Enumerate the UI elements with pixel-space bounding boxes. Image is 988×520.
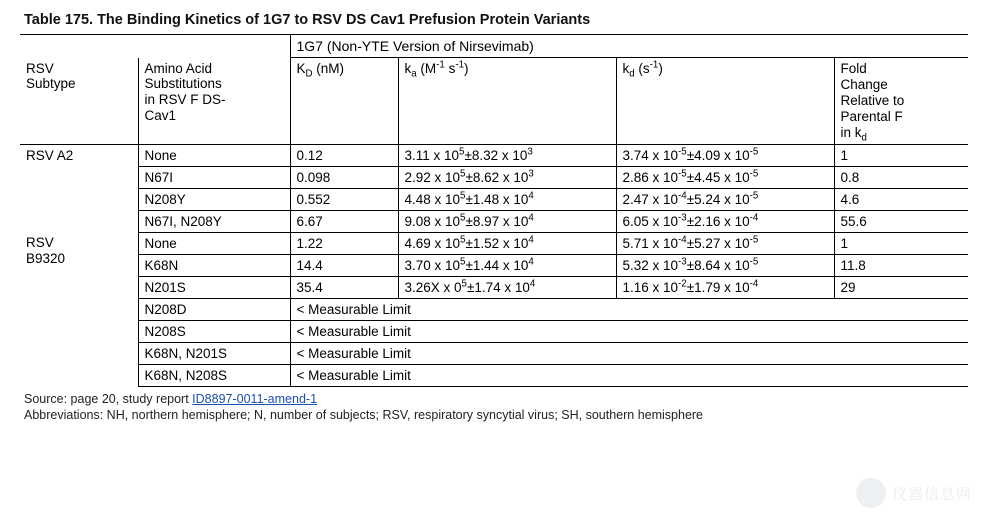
- ka-exp: 5: [460, 168, 466, 180]
- ka-err-exp: 4: [528, 256, 534, 268]
- table-row: [20, 254, 968, 276]
- ka-err-base: ±1.74 x 10: [466, 279, 530, 295]
- cell-substitution: K68N, N201S: [138, 342, 290, 364]
- cell-fold-change: 1: [834, 144, 968, 166]
- col-header-substitutions-label: Amino Acid Substitutions in RSV F DS- Cav1: [144, 60, 226, 124]
- col-header-kd-nm-label: $K_D$ (nM): [296, 61, 345, 80]
- cell-fold-change: 11.8: [834, 254, 968, 276]
- kd-exp: -3: [678, 212, 687, 224]
- ka-base: 9.08 x 10: [404, 213, 461, 229]
- kd-exp: -2: [678, 278, 687, 290]
- cell-substitution: N67I: [138, 166, 290, 188]
- kd-exp: -5: [678, 146, 687, 158]
- kd-err-exp: -5: [749, 234, 759, 246]
- cell-kd: [616, 276, 834, 298]
- ka-err-base: ±1.52 x 10: [465, 235, 529, 251]
- ka-err-base: ±8.32 x 10: [464, 147, 528, 163]
- kd-err-exp: -5: [749, 168, 759, 180]
- col-header-kd-nm: [290, 58, 398, 145]
- cell-substitution: None: [138, 144, 290, 166]
- ka-base: 2.92 x 10: [404, 169, 461, 185]
- kd-exp: -3: [678, 256, 687, 268]
- ka-err-base: ±8.62 x 10: [465, 169, 529, 185]
- watermark-logo-icon: [856, 478, 886, 508]
- kd-err-base: ±8.64 x 10: [686, 257, 750, 273]
- cell-fold-change: 0.8: [834, 166, 968, 188]
- cell-kd: [616, 144, 834, 166]
- ka-err-exp: 3: [528, 168, 534, 180]
- kd-base: 5.71 x 10: [622, 235, 679, 251]
- table-body: [20, 144, 968, 386]
- col-header-fold-change-label: Fold Change Relative to Parental F in $k_d$: [840, 61, 905, 144]
- kd-base: 5.32 x 10: [622, 257, 679, 273]
- ka-exp: 5: [460, 190, 466, 202]
- group-header-1g7: 1G7 (Non-YTE Version of Nirsevimab): [290, 35, 968, 58]
- ka-err-exp: 4: [528, 212, 534, 224]
- cell-kd: [616, 254, 834, 276]
- table-header-row: [20, 58, 968, 145]
- cell-substitution: None: [138, 232, 290, 254]
- ka-base: 3.26X x 0: [404, 279, 462, 295]
- ka-err-base: ±1.48 x 10: [465, 191, 529, 207]
- kd-base: 6.05 x 10: [622, 213, 679, 229]
- kd-base: 3.74 x 10: [622, 147, 679, 163]
- ka-err-exp: 4: [529, 278, 536, 290]
- table-row: [20, 364, 968, 386]
- cell-ka: [398, 254, 616, 276]
- col-header-kd-label: $k_d$ $(s^{-1})$: [622, 59, 663, 80]
- kd-err-base: ±1.79 x 10: [686, 279, 750, 295]
- cell-ka: [398, 276, 616, 298]
- table-row: [20, 342, 968, 364]
- ka-exp: 5: [460, 234, 466, 246]
- cell-kd: [616, 210, 834, 232]
- table-row: [20, 298, 968, 320]
- ka-err-base: ±1.44 x 10: [465, 257, 529, 273]
- kd-base: 2.86 x 10: [622, 169, 679, 185]
- cell-kd-nm: 0.12: [290, 144, 398, 166]
- cell-substitution: N208Y: [138, 188, 290, 210]
- kd-err-base: ±5.27 x 10: [686, 235, 750, 251]
- kd-err-exp: -5: [749, 256, 759, 268]
- cell-ka: [398, 166, 616, 188]
- cell-fold-change: 55.6: [834, 210, 968, 232]
- table-row: [20, 232, 968, 254]
- cell-merged-note: < Measurable Limit: [290, 342, 968, 364]
- ka-err-exp: 4: [528, 190, 534, 202]
- cell-kd-nm: 1.22: [290, 232, 398, 254]
- kd-err-base: ±5.24 x 10: [686, 191, 750, 207]
- ka-base: 3.11 x 10: [404, 147, 460, 163]
- kd-exp: -4: [678, 190, 687, 202]
- col-header-subtype-label: RSV Subtype: [26, 60, 76, 92]
- cell-ka: [398, 210, 616, 232]
- kd-exp: -4: [678, 234, 687, 246]
- cell-substitution: N208S: [138, 320, 290, 342]
- watermark: [856, 478, 972, 508]
- kd-base: 2.47 x 10: [622, 191, 679, 207]
- cell-substitution: K68N: [138, 254, 290, 276]
- ka-base: 3.70 x 10: [404, 257, 461, 273]
- ka-err-exp: 4: [528, 234, 534, 246]
- ka-exp: 5: [460, 256, 466, 268]
- table-row: [20, 210, 968, 232]
- kd-err-exp: -5: [749, 190, 759, 202]
- cell-fold-change: 29: [834, 276, 968, 298]
- page-title: Table 175. The Binding Kinetics of 1G7 to RSV DS Cav1 Prefusion Protein Variants: [24, 12, 591, 28]
- table-group-header-row: [20, 35, 968, 58]
- cell-subtype-label: RSV B9320: [26, 235, 66, 267]
- ka-base: 4.48 x 10: [404, 191, 461, 207]
- col-header-fold-change: [834, 58, 968, 145]
- col-header-ka: [398, 58, 616, 145]
- cell-substitution: N201S: [138, 276, 290, 298]
- source-line: [24, 391, 968, 408]
- table-row: [20, 188, 968, 210]
- cell-substitution: N67I, N208Y: [138, 210, 290, 232]
- table-row: [20, 166, 968, 188]
- cell-substitution: K68N, N208S: [138, 364, 290, 386]
- watermark-text: 仪器信息网: [891, 485, 972, 503]
- ka-exp: 5: [459, 146, 465, 158]
- spacer-cell-subtype: [20, 35, 138, 58]
- kd-err-exp: -5: [749, 146, 759, 158]
- col-header-ka-label: $k_a$ ($M^{-1}$ $s^{-1}$): [404, 59, 469, 80]
- cell-subtype: RSV A2: [26, 147, 74, 163]
- abbreviations-line: Abbreviations: NH, northern hemisphere; N, number of subjects; RSV, respiratory syncytial virus; SH, southern hemisphere: [24, 408, 704, 423]
- source-prefix: Source: page 20, study report: [24, 391, 193, 406]
- spacer-cell-substitutions: [138, 35, 290, 58]
- cell-fold-change: 4.6: [834, 188, 968, 210]
- col-header-substitutions: [138, 58, 290, 145]
- cell-kd: [616, 232, 834, 254]
- kd-base: 1.16 x 10: [622, 279, 679, 295]
- cell-kd-nm: 6.67: [290, 210, 398, 232]
- col-header-kd: [616, 58, 834, 145]
- cell-fold-change: 1: [834, 232, 968, 254]
- table-row: [20, 276, 968, 298]
- kd-err-base: ±4.09 x 10: [686, 147, 750, 163]
- cell-merged-note: < Measurable Limit: [290, 320, 968, 342]
- ka-exp: 5: [460, 212, 466, 224]
- kd-err-exp: -4: [749, 212, 759, 224]
- cell-merged-note: < Measurable Limit: [290, 364, 968, 386]
- cell-kd-nm: 35.4: [290, 276, 398, 298]
- kd-err-base: ±4.45 x 10: [686, 169, 750, 185]
- cell-subtype: [20, 232, 138, 386]
- table-row: [20, 144, 968, 166]
- kd-err-exp: -4: [749, 278, 759, 290]
- ka-err-base: ±8.97 x 10: [465, 213, 529, 229]
- cell-merged-note: < Measurable Limit: [290, 298, 968, 320]
- ka-exp: 5: [461, 278, 467, 290]
- cell-kd: [616, 166, 834, 188]
- cell-kd-nm: 14.4: [290, 254, 398, 276]
- table-footnotes: [20, 387, 968, 425]
- binding-kinetics-table: [20, 34, 968, 387]
- cell-kd-nm: 0.098: [290, 166, 398, 188]
- cell-ka: [398, 232, 616, 254]
- cell-substitution: N208D: [138, 298, 290, 320]
- kd-exp: -5: [678, 168, 687, 180]
- table-row: [20, 320, 968, 342]
- ka-err-exp: 3: [527, 146, 533, 158]
- ka-base: 4.69 x 10: [404, 235, 461, 251]
- cell-kd-nm: 0.552: [290, 188, 398, 210]
- study-report-link[interactable]: ID8897-0011-amend-1: [192, 391, 318, 406]
- cell-kd: [616, 188, 834, 210]
- cell-ka: [398, 188, 616, 210]
- kd-err-base: ±2.16 x 10: [686, 213, 750, 229]
- cell-ka: [398, 144, 616, 166]
- col-header-subtype: [20, 58, 138, 145]
